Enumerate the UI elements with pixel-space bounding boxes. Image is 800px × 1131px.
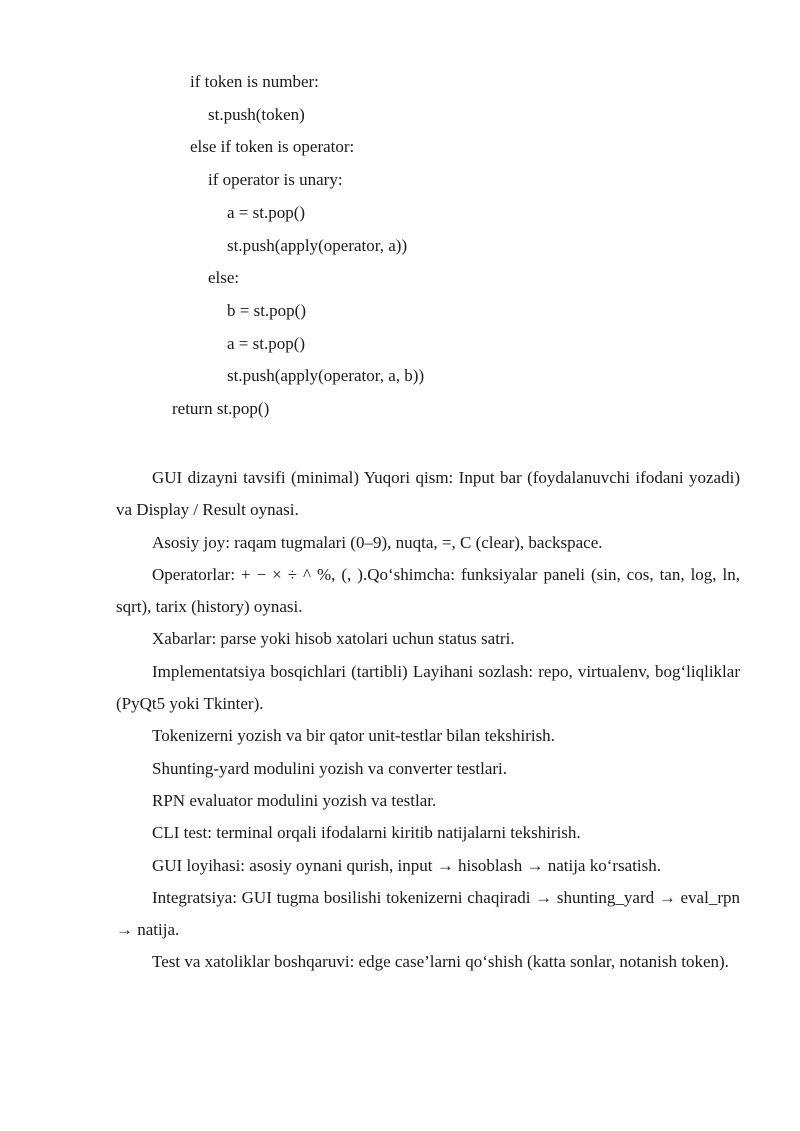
code-line: else if token is operator: — [190, 137, 355, 157]
paragraph: Implementatsiya bosqichlari (tartibli) Layihani sozlash: repo, virtualenv, bog‘liqliklar (PyQt5 yoki Tkinter). — [116, 661, 740, 714]
code-line: if operator is unary: — [208, 170, 343, 190]
paragraph: Test va xatoliklar boshqaruvi: edge case’larni qo‘shish (katta sonlar, notanish token). — [152, 952, 729, 972]
paragraph: Integratsiya: GUI tugma bosilishi tokenizerni chaqiradi → shunting_yard → eval_rpn → natija. — [116, 887, 740, 940]
paragraph: GUI dizayni tavsifi (minimal) Yuqori qism: Input bar (foydalanuvchi ifodani yozadi) va Display / Result oynasi. — [116, 468, 740, 520]
code-line: return st.pop() — [172, 399, 270, 418]
code-line: else: — [208, 268, 240, 288]
paragraph: Shunting-yard modulini yozish va converter testlari. — [152, 758, 508, 778]
code-line: st.push(token) — [208, 104, 305, 124]
code-line: if token is number: — [190, 72, 319, 91]
paragraph: Tokenizerni yozish va bir qator unit-testlar bilan tekshirish. — [152, 726, 555, 746]
paragraph: Operatorlar: + − × ÷ ^ %, (, ).Qo‘shimcha: funksiyalar paneli (sin, cos, tan, log, ln, sqrt), tarix (history) oynasi. — [116, 564, 740, 617]
code-line: b = st.pop() — [227, 300, 306, 320]
description-text — [116, 462, 740, 979]
code-line: st.push(apply(operator, a)) — [227, 235, 408, 255]
paragraph: Asosiy joy: raqam tugmalari (0–9), nuqta, =, C (clear), backspace. — [152, 532, 603, 552]
paragraph: CLI test: terminal orqali ifodalarni kiritib natijalarni tekshirish. — [152, 823, 581, 843]
paragraph: GUI loyihasi: asosiy oynani qurish, input → hisoblash → natija ko‘rsatish. — [152, 855, 662, 875]
code-line: st.push(apply(operator, a, b)) — [227, 366, 425, 386]
paragraph: RPN evaluator modulini yozish va testlar. — [152, 790, 437, 810]
code-line: a = st.pop() — [227, 333, 306, 353]
paragraph: Xabarlar: parse yoki hisob xatolari uchun status satri. — [152, 629, 515, 649]
code-line: a = st.pop() — [227, 202, 306, 222]
